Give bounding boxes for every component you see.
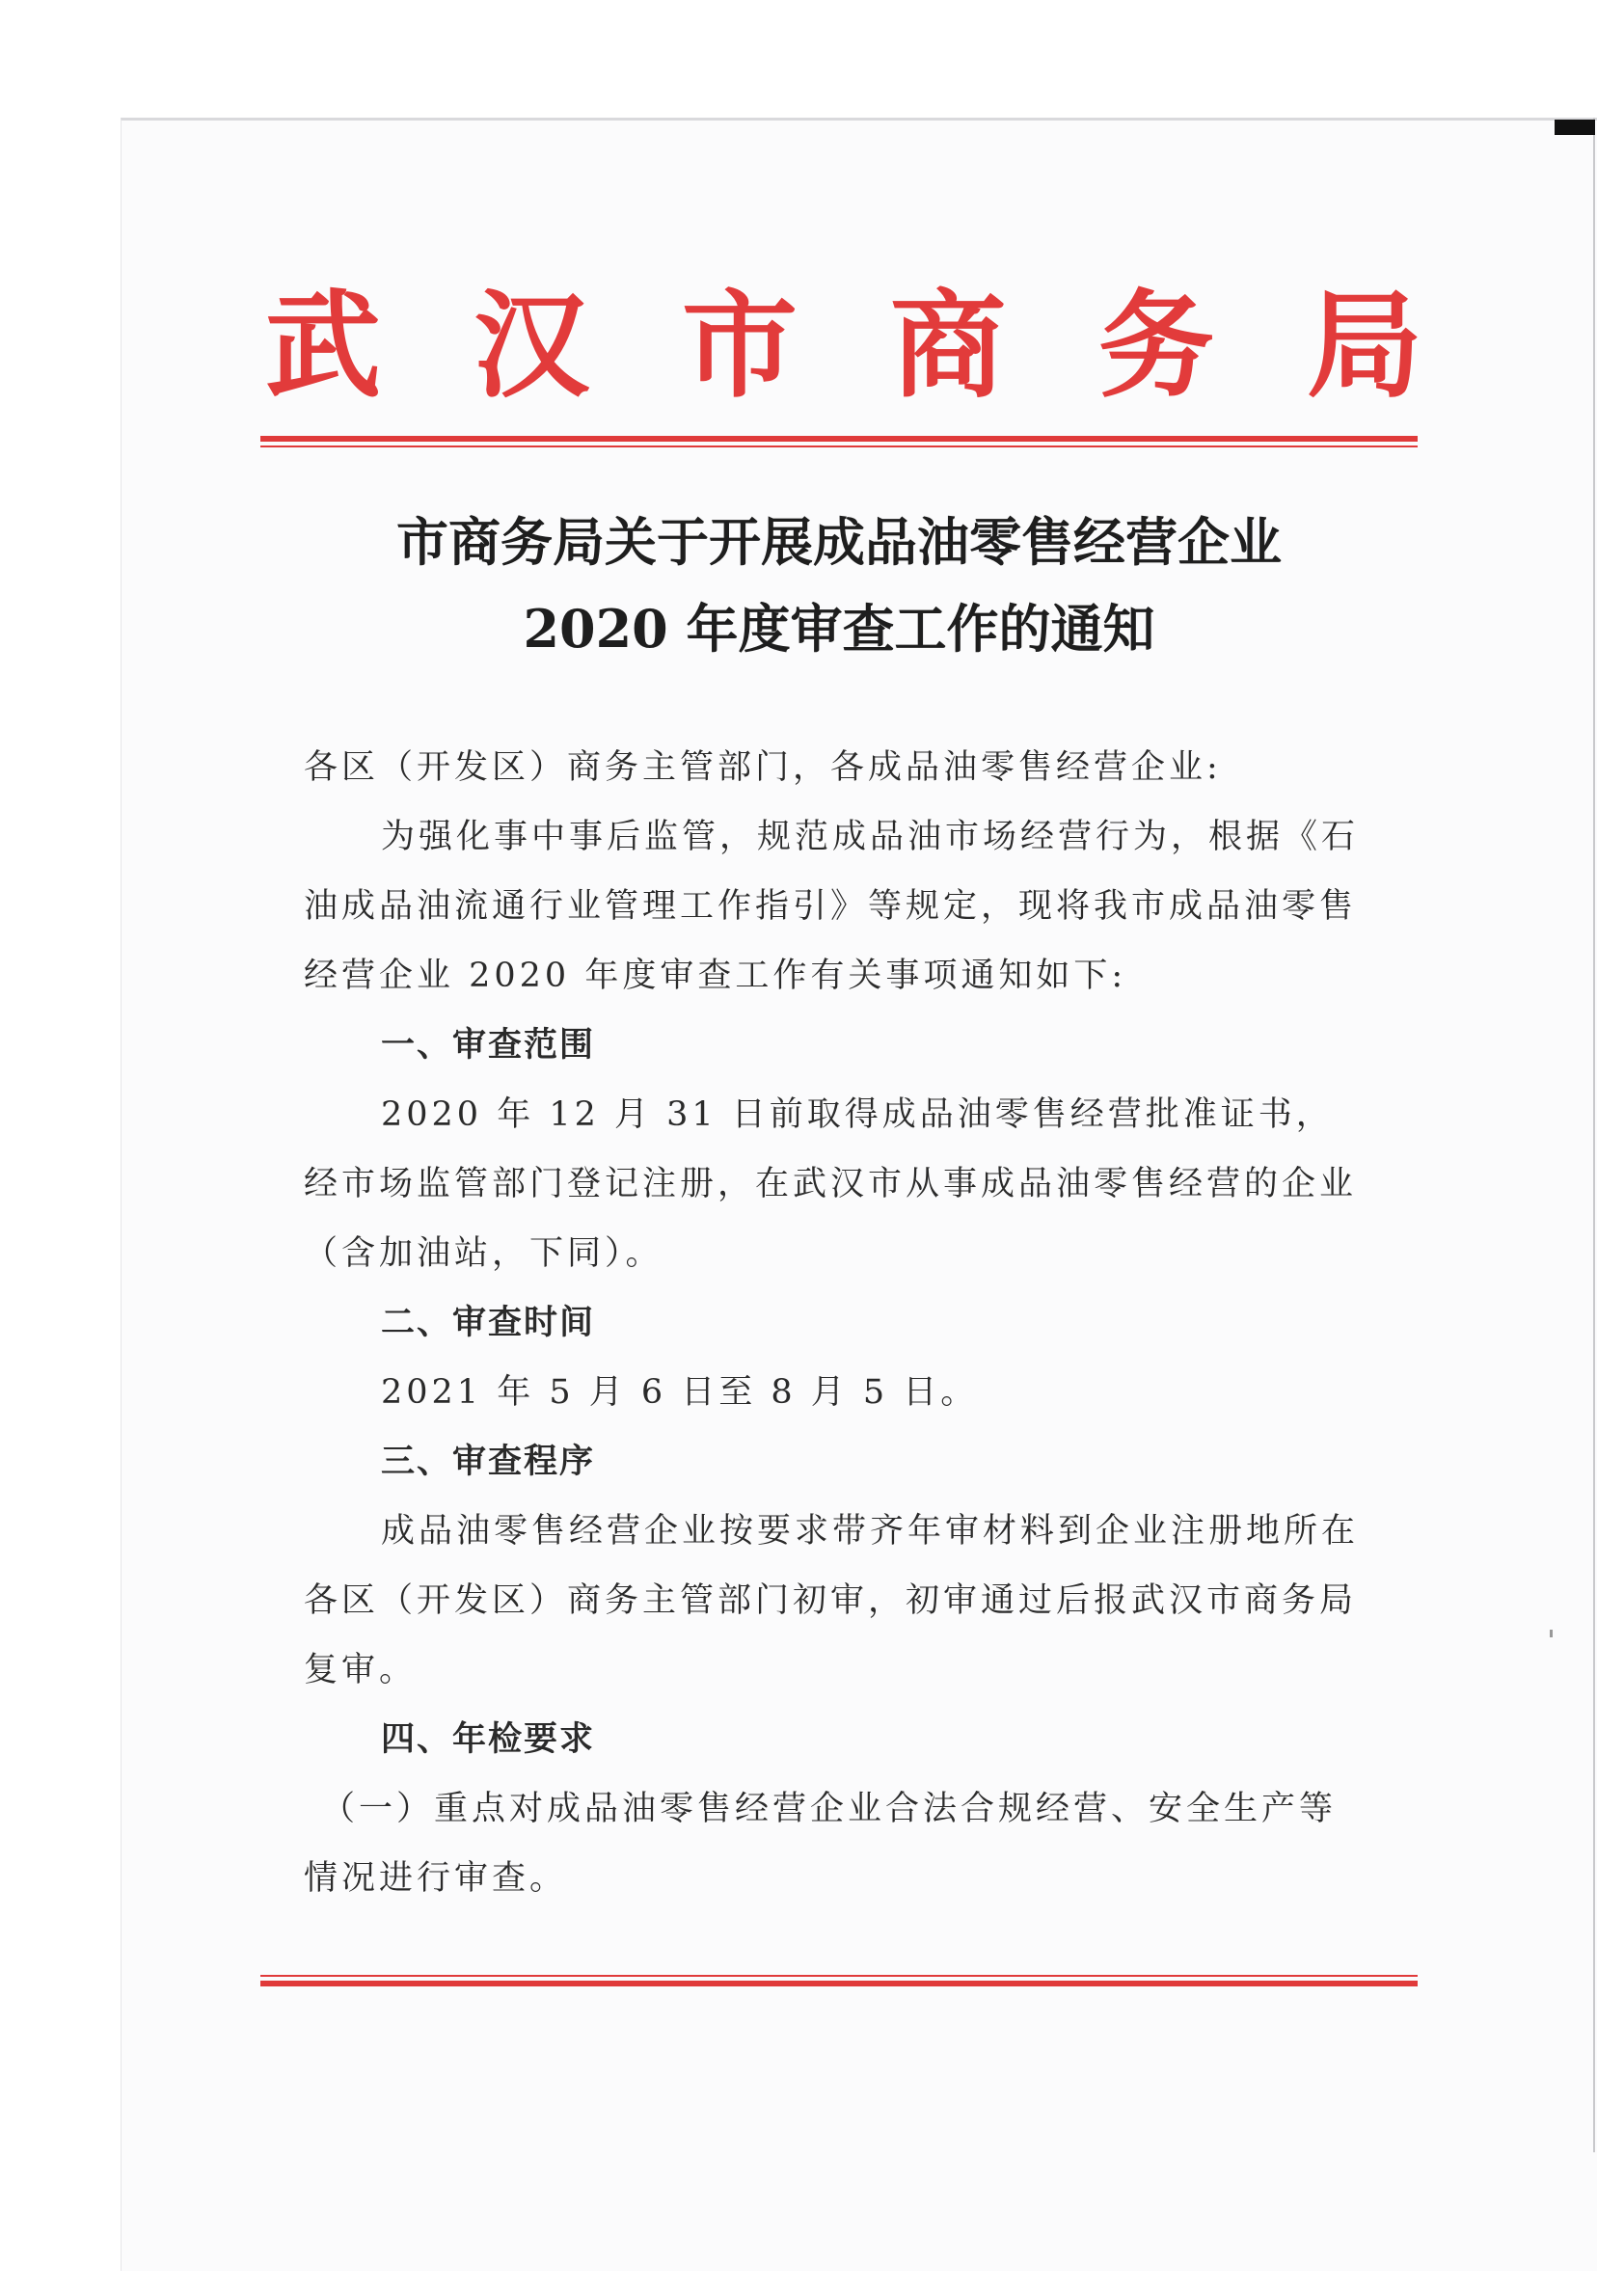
footer-rule-thin [260, 1975, 1418, 1977]
header-rule-thin [260, 446, 1418, 447]
scan-speck [1550, 1630, 1553, 1637]
scan-corner-mark [1555, 120, 1595, 135]
letterhead-char: 市 [682, 280, 798, 414]
section-text-requirements: （一）重点对成品油零售经营企业合法合规经营、安全生产等情况进行审查。 [304, 1790, 1338, 1898]
document-title-line-1: 市商务局关于开展成品油零售经营企业 [396, 511, 1282, 573]
letterhead-char: 商 [890, 280, 1006, 414]
letterhead-char: 务 [1098, 280, 1214, 414]
section-heading-procedure: 三、审查程序 [381, 1443, 596, 1481]
scan-edge [1593, 118, 1595, 2152]
intro-paragraph: 为强化事中事后监管，规范成品油市场经营行为，根据《石油成品油流通行业管理工作指引》等规定，现将我市成品油零售经营企业 2020 年度审查工作有关事项通知如下: [304, 818, 1360, 995]
section-heading-requirements: 四、年检要求 [381, 1720, 596, 1759]
section-text-procedure: 成品油零售经营企业按要求带齐年审材料到企业注册地所在各区（开发区）商务主管部门初审，初审通过后报武汉市商务局复审。 [304, 1512, 1360, 1689]
letterhead-char: 武 [265, 280, 381, 414]
letterhead [265, 280, 1422, 414]
letterhead-char: 局 [1307, 280, 1422, 414]
salutation: 各区（开发区）商务主管部门，各成品油零售经营企业: [304, 748, 1222, 787]
section-heading-time: 二、审查时间 [381, 1304, 596, 1342]
document-title-line-2: 2020 年度审查工作的通知 [523, 598, 1155, 660]
letterhead-char: 汉 [474, 280, 589, 414]
section-text-time: 2021 年 5 月 6 日至 8 月 5 日。 [381, 1373, 979, 1412]
footer-rule-thick [260, 1981, 1418, 1986]
section-text-scope: 2020 年 12 月 31 日前取得成品油零售经营批准证书，经市场监管部门登记注册，在武汉市从事成品油零售经营的企业（含加油站，下同）。 [304, 1095, 1358, 1273]
header-rule-thick [260, 436, 1418, 442]
section-heading-scope: 一、审查范围 [381, 1026, 596, 1065]
